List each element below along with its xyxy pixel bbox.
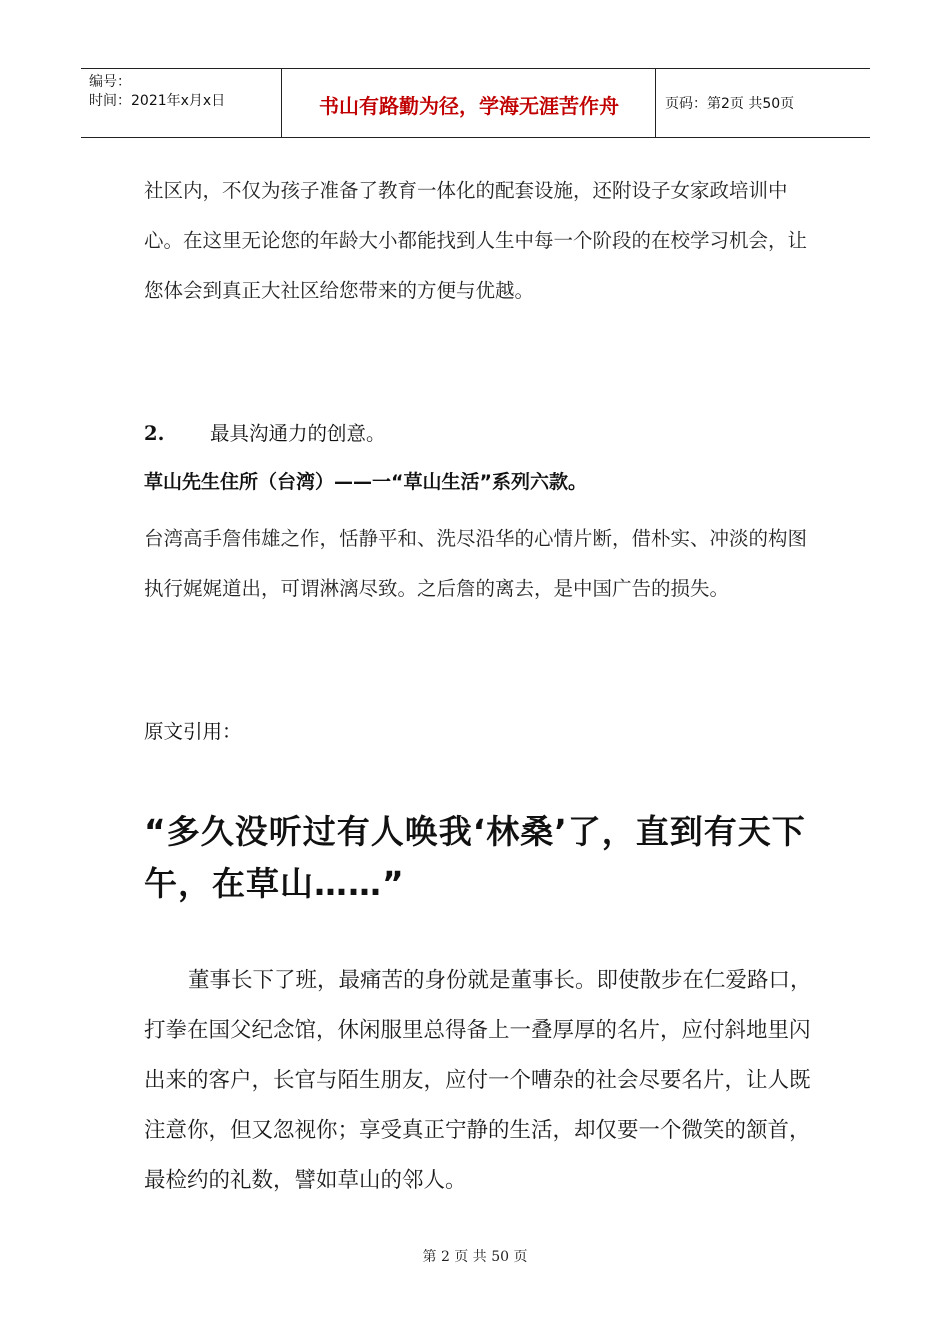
header-divider: [655, 69, 656, 137]
quote-label: 原文引用：: [144, 720, 242, 743]
header-motto: 书山有路勤为径，学海无涯苦作舟: [319, 94, 619, 118]
sub-heading: 草山先生住所（台湾）——一“草山生活”系列六款。: [144, 471, 587, 493]
list-item-number: 2.: [144, 422, 165, 445]
header-page-info: 页码：第2页 共50页: [665, 96, 795, 112]
header-meta: [89, 73, 225, 111]
header-table: [81, 68, 870, 138]
quote-title: “多久没听过有人唤我‘林桑’了，直到有天下午，在草山……”: [144, 812, 806, 903]
page-footer: 第 2 页 共 50 页: [422, 1249, 528, 1265]
header-divider: [281, 69, 282, 137]
time-label: 时间：2021年x月x日: [89, 93, 226, 109]
paragraph-quote-body: 董事长下了班，最痛苦的身份就是董事长。即使散步在仁爱路口，打拳在国父纪念馆，休闲服里总得备上一叠厚厚的名片，应付斜地里闪出来的客户，长官与陌生朋友，应付一个嘈杂的社会尽要名片，让人既注意你，但又忽视你；享受真正宁静的生活，却仅要一个微笑的颔首，最检约的礼数，譬如草山的邻人。: [144, 968, 812, 1193]
paragraph-community: 社区内，不仅为孩子准备了教育一体化的配套设施，还附设子女家政培训中心。在这里无论您的年龄大小都能找到人生中每一个阶段的在校学习机会，让您体会到真正大社区给您带来的方便与优越。: [144, 179, 808, 302]
list-item-text: 最具沟通力的创意。: [210, 422, 386, 445]
number-label: 编号：: [89, 74, 131, 90]
paragraph-description: 台湾高手詹伟雄之作，恬静平和、洗尽沿华的心情片断，借朴实、冲淡的构图执行娓娓道出，可谓淋漓尽致。之后詹的离去，是中国广告的损失。: [144, 527, 808, 600]
list-item-2: [144, 418, 386, 446]
